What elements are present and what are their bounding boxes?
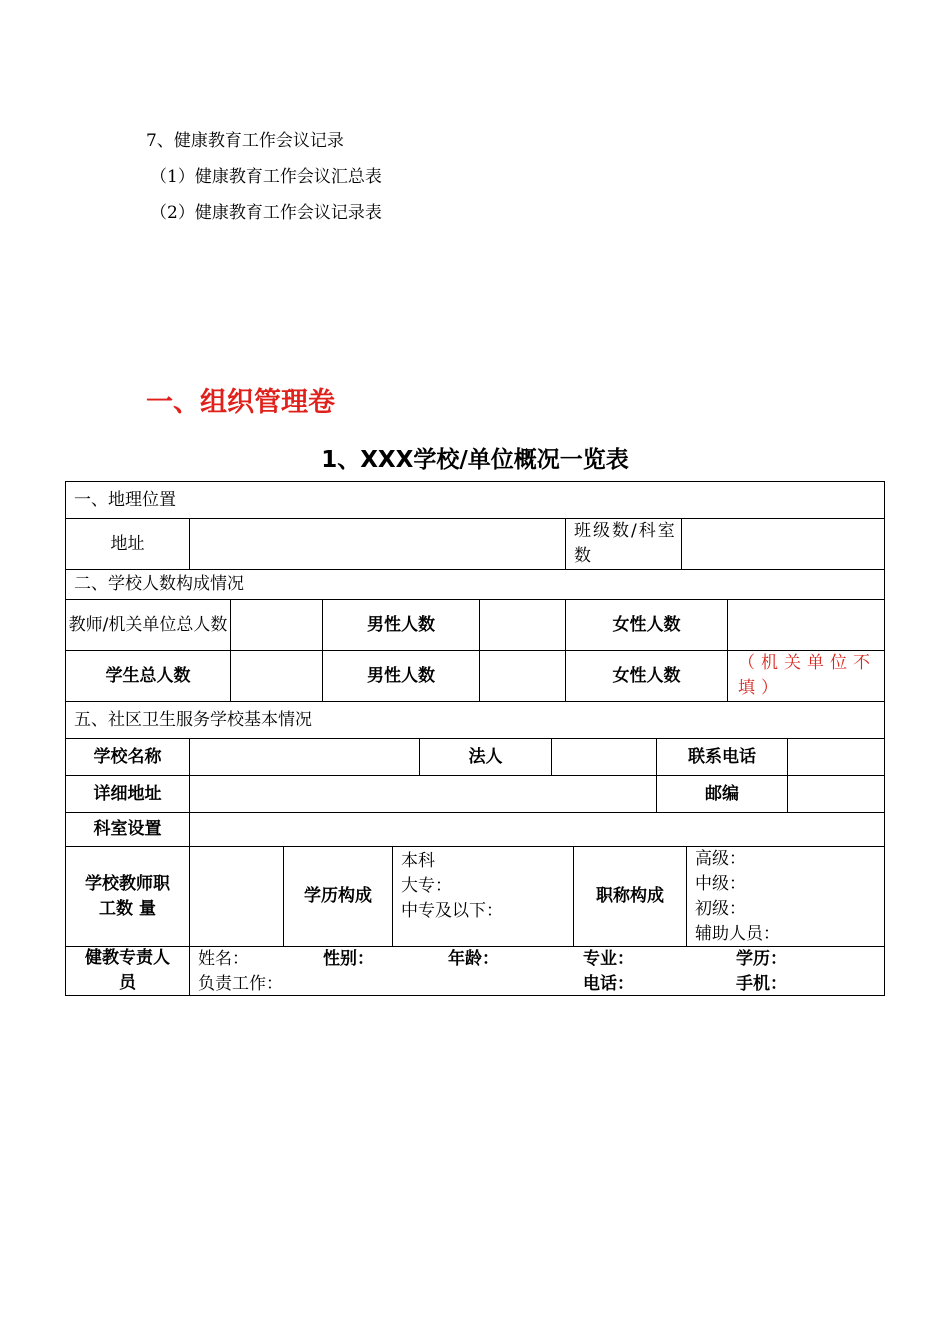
staff-count-label: 学校教师职工数 量 bbox=[65, 846, 190, 947]
edu-structure-list bbox=[392, 846, 574, 947]
degree-field-label: 学历： bbox=[736, 949, 787, 969]
student-male-value[interactable] bbox=[479, 650, 566, 702]
intro-line-3: （2）健康教育工作会议记录表 bbox=[150, 203, 382, 223]
teacher-total-label: 教师/机关单位总人数 bbox=[65, 599, 231, 651]
edu-item-secondary: 中专及以下： bbox=[401, 901, 503, 921]
staff-count-value[interactable] bbox=[189, 846, 284, 947]
gender-field-label: 性别： bbox=[323, 949, 374, 969]
table-title: 1、XXX学校/单位概况一览表 bbox=[321, 447, 629, 473]
legal-person-label: 法人 bbox=[419, 738, 552, 776]
intro-line-2: （1）健康教育工作会议汇总表 bbox=[150, 167, 382, 187]
legal-person-value[interactable] bbox=[551, 738, 657, 776]
student-total-value[interactable] bbox=[230, 650, 323, 702]
name-field-label: 姓名： bbox=[198, 949, 249, 969]
school-name-label: 学校名称 bbox=[65, 738, 190, 776]
teacher-female-value[interactable] bbox=[727, 599, 885, 651]
postcode-value[interactable] bbox=[787, 775, 885, 813]
teacher-male-value[interactable] bbox=[479, 599, 566, 651]
phone-value[interactable] bbox=[787, 738, 885, 776]
duty-field-label: 负责工作： bbox=[198, 974, 283, 994]
detail-address-value[interactable] bbox=[189, 775, 657, 813]
phone-label: 联系电话 bbox=[656, 738, 788, 776]
unit-note: （机关单位不填） bbox=[727, 650, 885, 702]
class-count-label: 班级数/科室数 bbox=[565, 518, 682, 570]
class-count-value[interactable] bbox=[681, 518, 885, 570]
title-item-intermediate: 中级： bbox=[695, 873, 746, 894]
edu-structure-label: 学历构成 bbox=[283, 846, 393, 947]
detail-address-label: 详细地址 bbox=[65, 775, 190, 813]
section-community-health: 五、社区卫生服务学校基本情况 bbox=[65, 701, 885, 739]
section-population: 二、学校人数构成情况 bbox=[65, 569, 885, 600]
tel-field-label: 电话： bbox=[583, 974, 634, 994]
section-title: 一、组织管理卷 bbox=[146, 387, 335, 418]
address-label: 地址 bbox=[65, 518, 190, 570]
address-value[interactable] bbox=[189, 518, 566, 570]
intro-line-1: 7、健康教育工作会议记录 bbox=[146, 131, 344, 151]
title-item-auxiliary: 辅助人员： bbox=[695, 923, 780, 944]
overview-table bbox=[65, 481, 885, 996]
student-female-label: 女性人数 bbox=[565, 650, 728, 702]
section-geo-location: 一、地理位置 bbox=[65, 481, 885, 519]
edu-item-bachelor: 本科 bbox=[401, 851, 435, 871]
student-male-label: 男性人数 bbox=[322, 650, 480, 702]
dept-setup-value[interactable] bbox=[189, 812, 885, 847]
teacher-total-value[interactable] bbox=[230, 599, 323, 651]
health-staff-row-1 bbox=[198, 947, 884, 972]
dept-setup-label: 科室设置 bbox=[65, 812, 190, 847]
title-item-senior: 高级： bbox=[695, 848, 746, 869]
teacher-male-label: 男性人数 bbox=[322, 599, 480, 651]
edu-item-college: 大专： bbox=[401, 876, 452, 896]
teacher-female-label: 女性人数 bbox=[565, 599, 728, 651]
school-name-value[interactable] bbox=[189, 738, 420, 776]
age-field-label: 年龄： bbox=[448, 949, 499, 969]
health-staff-label: 健教专责人 员 bbox=[65, 946, 190, 996]
mobile-field-label: 手机： bbox=[736, 974, 787, 994]
student-total-label: 学生总人数 bbox=[65, 650, 231, 702]
health-staff-details[interactable] bbox=[189, 946, 885, 996]
health-staff-row-2 bbox=[198, 972, 884, 996]
major-field-label: 专业： bbox=[583, 949, 634, 969]
title-structure-label: 职称构成 bbox=[573, 846, 687, 947]
title-structure-list bbox=[686, 846, 885, 947]
postcode-label: 邮编 bbox=[656, 775, 788, 813]
title-item-junior: 初级： bbox=[695, 898, 746, 919]
